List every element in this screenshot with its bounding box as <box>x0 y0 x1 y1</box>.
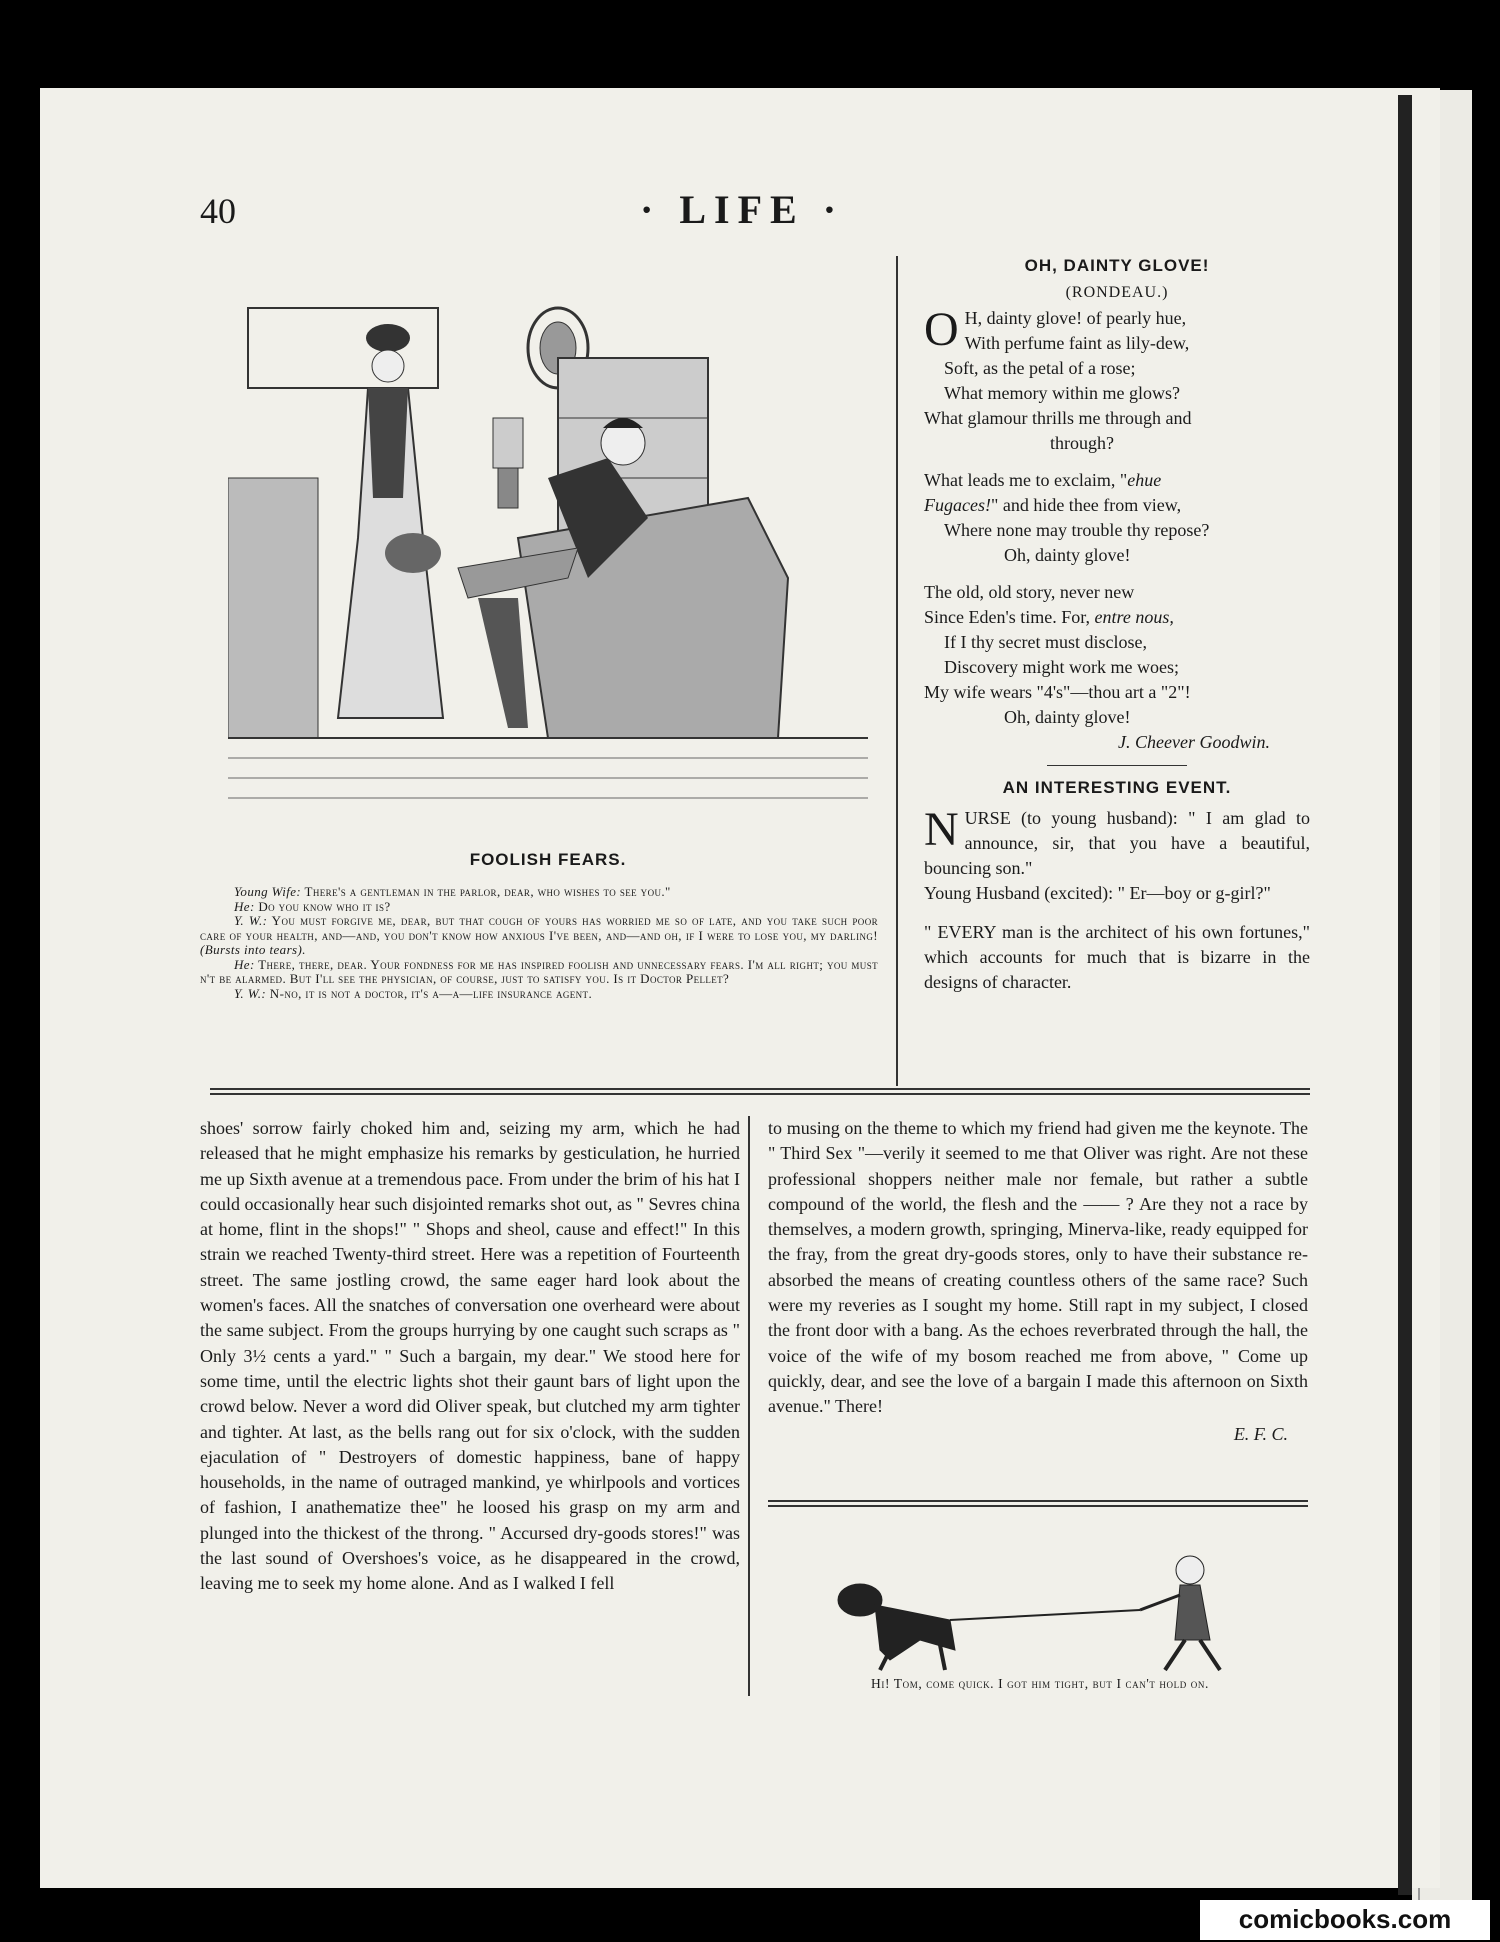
column-divider <box>748 1116 750 1696</box>
column-divider <box>896 256 898 1086</box>
speaker: Young Wife: <box>234 884 302 899</box>
horizontal-rule <box>768 1500 1308 1502</box>
cartoon-dialogue <box>200 885 878 1001</box>
foolish-fears-illustration <box>228 278 868 838</box>
stage-direction: (Bursts into tears). <box>200 942 306 957</box>
aphorism: " EVERY man is the architect of his own fortunes," which accounts for much that is bizarre in the designs of character. <box>924 922 1310 992</box>
event-title: AN INTERESTING EVENT. <box>1002 778 1232 797</box>
event-text: NURSE (to young husband): " I am glad to announce, sir, that you have a beautiful, bouncing son." <box>924 803 1310 878</box>
cartoon-title: FOOLISH FEARS. <box>469 850 627 869</box>
cartoon-caption: Hi! Tom, come quick. I got him tight, but I can't hold on. <box>871 1676 1209 1691</box>
masthead: · LIFE · <box>640 187 845 232</box>
speaker: Y. W.: <box>234 913 268 928</box>
watermark: comicbooks.com <box>1200 1900 1490 1940</box>
poem-title: OH, DAINTY GLOVE! <box>1024 256 1210 275</box>
horizontal-rule <box>210 1093 1310 1095</box>
horizontal-rule <box>210 1088 1310 1090</box>
poem-subtitle: (RONDEAU.) <box>1065 284 1169 301</box>
poem-stanza-3: The old, old story, never new Since Eden's time. For, entre nous, If I thy secret must disclose, Discovery might work me woes; My wife wears "4's"—thou art a "2"! Oh, dainty glove! <box>924 582 1191 727</box>
speaker: He: <box>234 898 255 914</box>
poem-author: J. Cheever Goodwin. <box>1118 732 1270 752</box>
poem-section <box>924 256 1310 995</box>
story-column-2: to musing on the theme to which my friend had given me the keynote. The " Third Sex "—verily it seemed to me that Oliver was right. Are not these professional shoppers neither male nor female, but rather a subtle compound of the world, the flesh and the —— ? Are they not a race by themselves, a modern growth, springing, Minerva-like, ready equipped for the fray, from the great dry-goods stores, only to have their substance re-absorbed the means of creating countless others of the same race? Such were my reveries as I sought my home. Still rapt in my subject, I closed the front door with a bang. As the echoes reverbrated through the hall, the voice of the wife of my bosom reached me from above, " Come up quickly, dear, and see the love of a bargain I made this afternoon on Sixth avenue." There! E. F. C. <box>768 1116 1308 1447</box>
page-number: 40 <box>200 191 236 231</box>
poem-stanza-1: O H, dainty glove! of pearly hue, With perfume faint as lily-dew, Soft, as the petal of a rose; What memory within me glows? What glamour thrills me through and through? <box>924 303 1192 453</box>
dialogue-line: He: There, there, dear. Your fondness for me has inspired foolish and unnecessary fears. I'm all right; you must n't be alarmed. But I'll see the physician, of course, just to satisfy you. Is it Doctor Pellet? <box>200 956 878 986</box>
story-column-1: shoes' sorrow fairly choked him and, seizing my arm, which he had released that he might emphasize his remarks by gesticulation, he hurried me up Sixth avenue at a tremendous pace. From under the brim of his hat I could occasionally hear such disjointed remarks shot out, as " Sevres china at home, flint in the shops!" " Shops and sheol, cause and effect!" In this strain we reached Twenty-third street. Here was a repetition of Fourteenth street. The same jostling crowd, the same eager hard look about the women's faces. All the snatches of conversation one overheard were about the same subject. From the groups hurrying by one caught such scraps as " Only 3½ cents a yard." " Such a bargain, my dear." We stood here for some time, until the electric lights shot their gaunt bars of light upon the crowd below. Never a word did Oliver speak, but clutched my arm tighter and tighter. At last, as the bells rang out for six o'clock, with the sudden ejaculation of " Destroyers of domestic happiness, bane of happy households, in the name of outraged mankind, ye whirlpools and vortices of fashion, I anathematize thee" he loosed his grasp on my arm and plunged into the thickest of the throng. " Accursed dry-goods stores!" was the last sound of Overshoes's voice, as he disappeared in the crowd, leaving me to seek my home alone. And as I walked I fell <box>200 1118 740 1594</box>
dialogue-line: Y. W.: N-no, it is not a doctor, it's a—a—life insurance agent. <box>234 985 593 1001</box>
dialogue-line: He: Do you know who it is? <box>234 898 391 914</box>
dialogue-line: Y. W.: You must forgive me, dear, but that cough of yours has worried me so of late, and you take such poor care of your health, and—and, you don't know how anxious I've been, and—and oh, if I were to lose you, my darling! (Bursts into tears). <box>200 913 879 957</box>
section-divider <box>1047 765 1187 766</box>
page-shadow <box>1398 95 1412 1895</box>
dialogue-line: Young Wife: There's a gentleman in the parlor, dear, who wishes to see you." <box>234 884 671 899</box>
event-text-2: Young Husband (excited): " Er—boy or g-girl?" <box>924 883 1271 903</box>
drop-cap: O <box>924 303 959 356</box>
speaker: He: <box>234 956 255 972</box>
horizontal-rule <box>768 1505 1308 1507</box>
drop-cap: N <box>924 803 959 856</box>
dog-tug-cartoon <box>780 1510 1300 1680</box>
story-signature: E. F. C. <box>1233 1423 1288 1444</box>
speaker: Y. W.: <box>234 985 267 1001</box>
poem-stanza-2: What leads me to exclaim, "ehue Fugaces!" and hide thee from view, Where none may trouble thy repose? Oh, dainty glove! <box>924 470 1210 565</box>
